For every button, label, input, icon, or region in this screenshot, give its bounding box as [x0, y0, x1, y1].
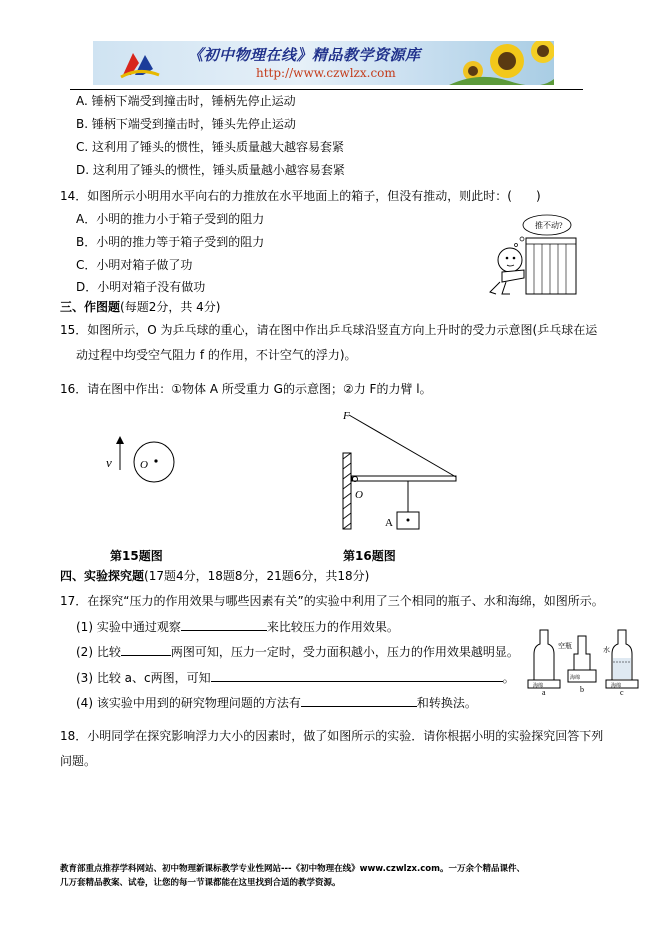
q17-item1-blank[interactable]	[181, 618, 267, 631]
fig-label-b: b	[580, 685, 584, 694]
section3-heading	[60, 298, 220, 315]
q17-item2-text-a: (2) 比较	[76, 645, 121, 659]
force-line	[349, 415, 456, 477]
bottle-c-icon	[603, 630, 638, 689]
footer-line2: 几万套精品教案、试卷，让您的每一节课都能在这里找到合适的教学资源。	[60, 878, 341, 888]
fig-label-c: c	[620, 688, 624, 696]
fig-label-a: a	[542, 688, 546, 696]
q17-item3	[76, 669, 515, 686]
q14-option-d: D．小明对箱子没有做功	[76, 280, 206, 294]
q15-caption: 第15题图	[110, 549, 163, 563]
svg-text:海绵: 海绵	[570, 676, 581, 681]
center-label: O	[140, 459, 148, 471]
q17-stem: 17．在探究“压力的作用效果与哪些因素有关”的实验中利用了三个相同的瓶子、水和海绵，如图所示。	[60, 594, 604, 608]
q13-option-b: B. 锤柄下端受到撞击时，锤头先停止运动	[76, 117, 296, 131]
banner-url[interactable]: http://www.czwlzx.com	[256, 66, 396, 80]
pivot-label: O	[355, 489, 363, 501]
q13-option-c: C. 这利用了锤头的惯性，锤头质量越大越容易套紧	[76, 140, 345, 154]
q16-lever-figure	[335, 405, 465, 535]
water-label: 水	[603, 646, 610, 654]
bottle-b-icon	[558, 636, 596, 682]
arrow-up-icon	[116, 436, 124, 444]
header-rule	[70, 89, 583, 90]
footer-line1: 教育部重点推荐学科网站、初中物理新课标教学专业性网站---《初中物理在线》www.czwlzx.com。一万余个精品课件、	[60, 864, 525, 874]
section3-title: 三、作图题	[60, 300, 121, 314]
q17-item1-text-b: 来比较压力的作用效果。	[266, 620, 399, 634]
q18-line2: 问题。	[60, 754, 97, 768]
q17-item4-text-a: (4) 该实验中用到的研究物理问题的方法有	[76, 696, 301, 710]
q17-item4	[76, 694, 477, 711]
wall-hatch	[343, 453, 351, 529]
q16-stem: 16．请在图中作出：①物体 A 所受重力 G的示意图；②力 F的力臂 l。	[60, 382, 432, 396]
q17-item2	[76, 643, 519, 660]
q14-push-box-figure	[480, 206, 580, 300]
thought-bubble-text: 推不动?	[535, 221, 563, 230]
svg-text:海绵: 海绵	[611, 684, 622, 689]
velocity-label: v	[106, 455, 112, 470]
bottle-a-icon	[528, 630, 560, 689]
q18-line1: 18．小明同学在探究影响浮力大小的因素时，做了如图所示的实验．请你根据小明的实验探究回答下列	[60, 729, 604, 743]
boy-pushing-icon	[490, 248, 524, 294]
empty-bottle-label: 空瓶	[558, 642, 572, 650]
q17-item4-text-b: 和转换法。	[416, 696, 477, 710]
q14-stem: 14．如图所示小明用水平向右的力推放在水平地面上的箱子，但没有推动，则此时：( )	[60, 189, 541, 203]
q16-caption: 第16题图	[343, 549, 396, 563]
q15-line2: 动过程中均受空气阻力 f 的作用，不计空气的浮力)。	[76, 348, 357, 362]
q17-item1	[76, 618, 399, 635]
q17-item3-blank[interactable]	[211, 669, 503, 682]
q17-item4-blank[interactable]	[301, 694, 417, 707]
header-banner	[93, 41, 554, 85]
q17-item1-text-a: (1) 实验中通过观察	[76, 620, 181, 634]
sunflower-image	[449, 41, 554, 85]
svg-text:海绵: 海绵	[533, 684, 544, 689]
q13-option-a: A. 锤柄下端受到撞击时，锤柄先停止运动	[76, 94, 296, 108]
block-a-label: A	[385, 517, 393, 529]
q17-item3-text-b: 。	[502, 671, 515, 685]
q15-ball-figure	[100, 430, 190, 500]
section4-title: 四、实验探究题	[60, 569, 145, 583]
section4-heading	[60, 567, 369, 584]
q17-item2-blank[interactable]	[121, 643, 171, 656]
q17-item2-text-b: 两图可知，压力一定时，受力面积越小，压力的作用效果越明显。	[170, 645, 519, 659]
lever-bar	[352, 476, 456, 481]
banner-title: 《初中物理在线》精品教学资源库	[188, 46, 421, 64]
q17-item3-text-a: (3) 比较 a、c两图，可知	[76, 671, 211, 685]
force-label: F	[343, 410, 350, 422]
section4-note: (17题4分，18题8分，21题6分，共18分)	[144, 569, 370, 583]
q17-bottles-figure	[520, 624, 642, 696]
site-logo	[119, 45, 163, 81]
q13-option-d: D. 这利用了锤头的惯性，锤头质量越小越容易套紧	[76, 163, 345, 177]
q15-line1: 15．如图所示，O 为乒乓球的重心，请在图中作出乒乓球沿竖直方向上升时的受力示意图(乒乓球在运	[60, 323, 598, 337]
q14-option-a: A．小明的推力小于箱子受到的阻力	[76, 212, 265, 226]
q14-option-b: B．小明的推力等于箱子受到的阻力	[76, 235, 265, 249]
crate-icon	[526, 238, 576, 294]
section3-note: (每题2分，共 4分)	[120, 300, 221, 314]
center-of-gravity-dot	[154, 459, 157, 462]
q14-option-c: C．小明对箱子做了功	[76, 258, 193, 272]
